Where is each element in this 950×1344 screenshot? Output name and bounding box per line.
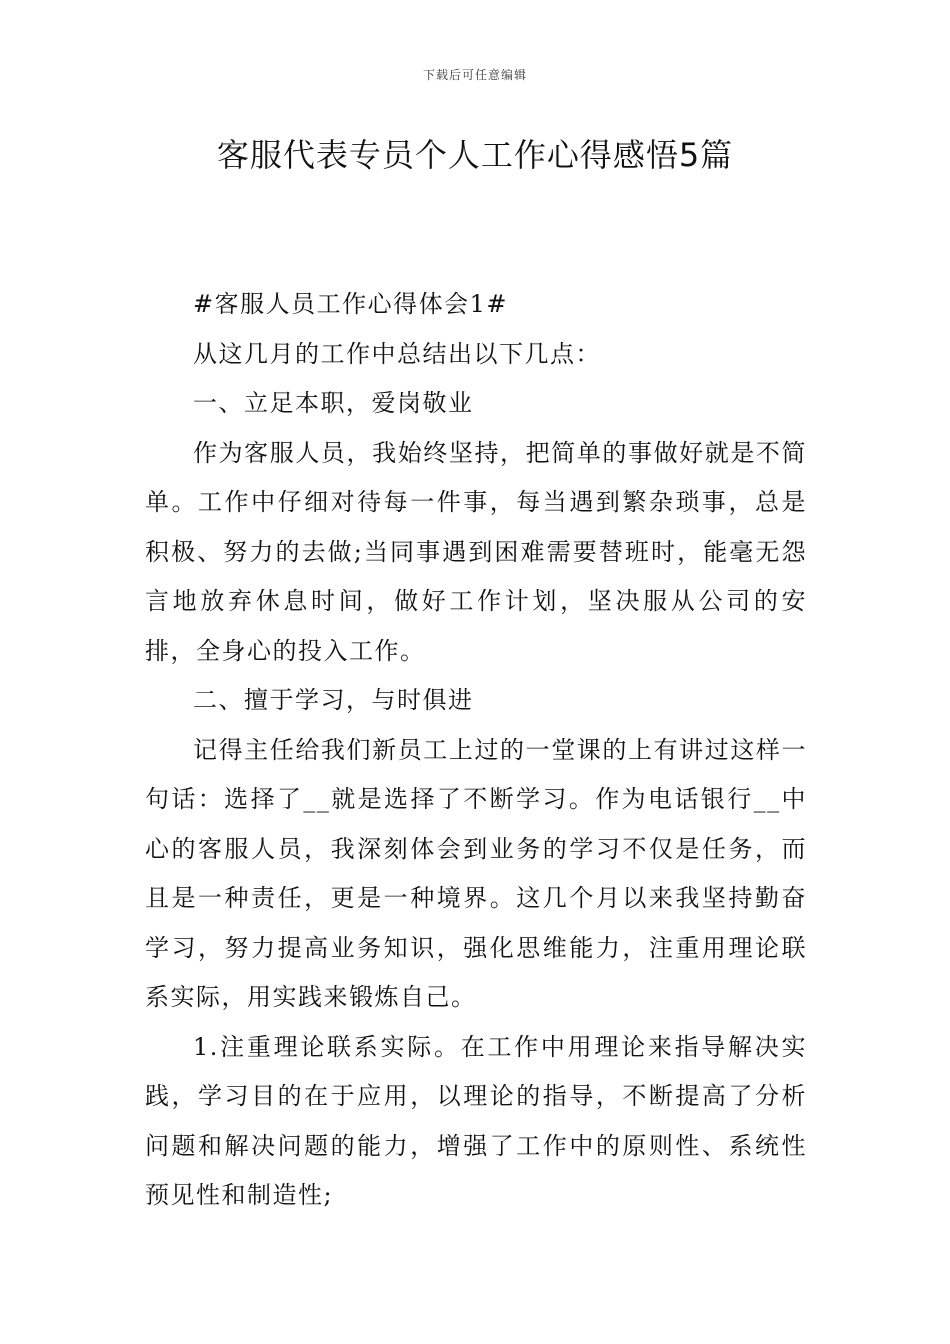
- paragraph: 1.注重理论联系实际。在工作中用理论来指导解决实践，学习目的在于应用，以理论的指导，不断提高了分析问题和解决问题的能力，增强了工作中的原则性、系统性预见性和制造性;: [145, 1032, 807, 1209]
- document-body: [145, 280, 807, 1221]
- paragraph: 记得主任给我们新员工上过的一堂课的上有讲过这样一句话：选择了__就是选择了不断学习。作为电话银行__中心的客服人员，我深刻体会到业务的学习不仅是任务，而且是一种责任，更是一种境界。这几个月以来我坚持勤奋学习，努力提高业务知识，强化思维能力，注重用理论联系实际，用实践来锻炼自己。: [145, 735, 807, 1011]
- document-title: 客服代表专员个人工作心得感悟5篇: [216, 136, 734, 174]
- section-heading: #客服人员工作心得体会1#: [193, 290, 508, 318]
- paragraph: 作为客服人员，我始终坚持，把简单的事做好就是不简单。工作中仔细对待每一件事，每当遇到繁杂琐事，总是积极、努力的去做;当同事遇到困难需要替班时，能毫无怨言地放弃休息时间，做好工作计划，坚决服从公司的安排，全身心的投入工作。: [145, 438, 807, 665]
- paragraph: 从这几月的工作中总结出以下几点：: [193, 339, 601, 368]
- subsection-heading: 一、立足本职，爱岗敬业: [193, 389, 474, 417]
- header-note: 下载后可任意编辑: [422, 68, 527, 82]
- subsection-heading: 二、擅于学习，与时俱进: [193, 686, 474, 714]
